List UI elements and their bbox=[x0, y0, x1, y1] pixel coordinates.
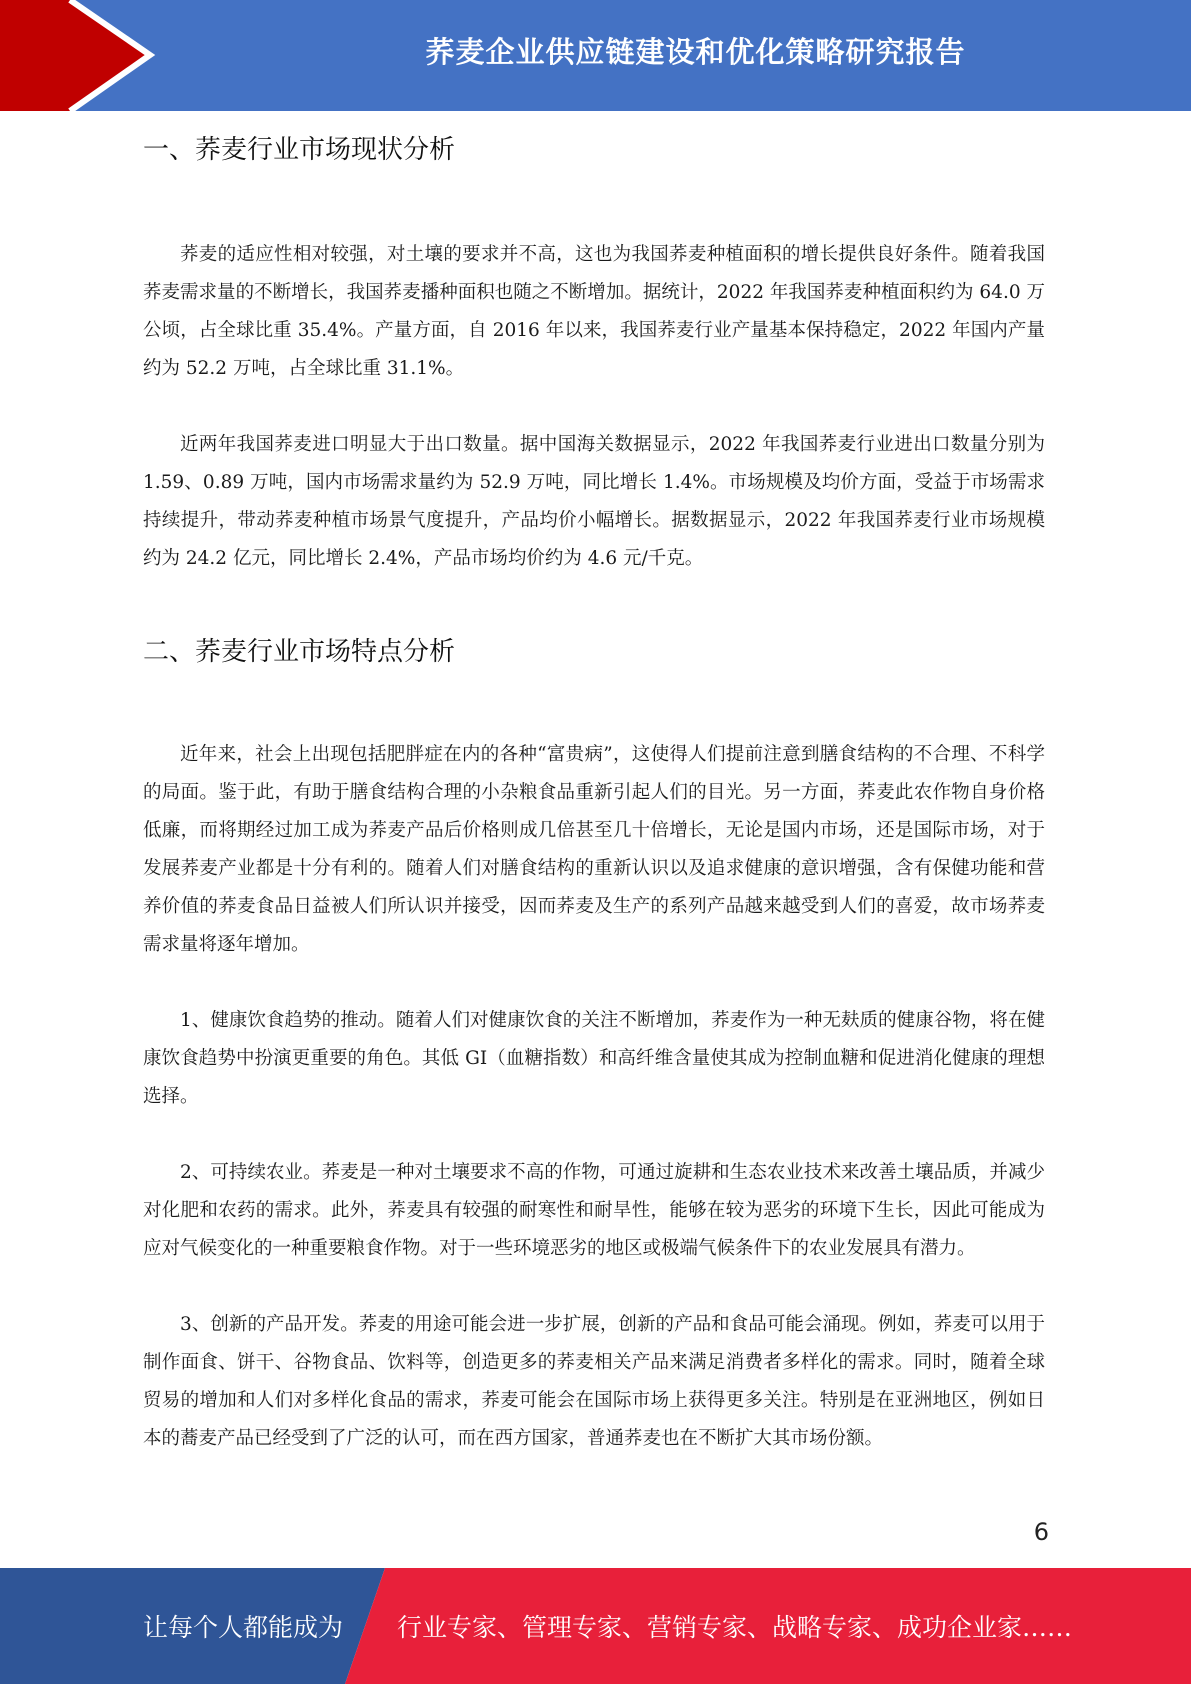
section-2-paragraph: 1、健康饮食趋势的推动。随着人们对健康饮食的关注不断增加，荞麦作为一种无麸质的健康谷物，将在健康饮食趋势中扮演更重要的角色。其低 GI（血糖指数）和高纤维含量使其成为控制血糖和促进消化健康的理想选择。 bbox=[143, 1010, 1045, 1107]
footer-slogan-left: 让每个人都能成为 bbox=[143, 1613, 344, 1642]
section-2-paragraph: 3、创新的产品开发。荞麦的用途可能会进一步扩展，创新的产品和食品可能会涌现。例如，荞麦可以用于制作面食、饼干、谷物食品、饮料等，创造更多的荞麦相关产品来满足消费者多样化的需求。同时，随着全球贸易的增加和人们对多样化食品的需求，荞麦可能会在国际市场上获得更多关注。特别是在亚洲地区，例如日本的蕎麦产品已经受到了广泛的认可，而在西方国家，普通荞麦也在不断扩大其市场份额。 bbox=[143, 1314, 1045, 1449]
section-title-1: 一、荞麦行业市场现状分析 bbox=[143, 135, 456, 165]
section-1-paragraph: 近两年我国荞麦进口明显大于出口数量。据中国海关数据显示，2022 年我国荞麦行业进出口数量分别为 1.59、0.89 万吨，国内市场需求量约为 52.9 万吨，同比增长 1.4%。市场规模及均价方面，受益于市场需求持续提升，带动荞麦种植市场景气度提升，产品均价小幅增长。据数据显示，2022 年我国荞麦行业市场规模约为 24.2 亿元，同比增长 2.4%，产品市场均价约为 4.6 元/千克。 bbox=[143, 434, 1045, 569]
main-content bbox=[143, 132, 1045, 1458]
page-footer bbox=[0, 1568, 1191, 1684]
section-2-paragraph: 2、可持续农业。荞麦是一种对土壤要求不高的作物，可通过旋耕和生态农业技术来改善土壤品质，并减少对化肥和农药的需求。此外，荞麦具有较强的耐寒性和耐旱性，能够在较为恶劣的环境下生长，因此可能成为应对气候变化的一种重要粮食作物。对于一些环境恶劣的地区或极端气候条件下的农业发展具有潜力。 bbox=[143, 1162, 1045, 1259]
section-title-2: 二、荞麦行业市场特点分析 bbox=[143, 637, 456, 667]
footer-slogan-right: 行业专家、管理专家、营销专家、战略专家、成功企业家…… bbox=[397, 1613, 1073, 1642]
page-number: 6 bbox=[1033, 1518, 1049, 1546]
report-title: 荞麦企业供应链建设和优化策略研究报告 bbox=[425, 34, 966, 69]
section-2-paragraph: 近年来，社会上出现包括肥胖症在内的各种“富贵病”，这使得人们提前注意到膳食结构的不合理、不科学的局面。鉴于此，有助于膳食结构合理的小杂粮食品重新引起人们的目光。另一方面，荞麦此农作物自身价格低廉，而将期经过加工成为荞麦产品后价格则成几倍甚至几十倍增长，无论是国内市场，还是国际市场，对于发展荞麦产业都是十分有利的。随着人们对膳食结构的重新认识以及追求健康的意识增强，含有保健功能和营养价值的荞麦食品日益被人们所认识并接受，因而荞麦及生产的系列产品越来越受到人们的喜爱，故市场荞麦需求量将逐年增加。 bbox=[143, 744, 1045, 955]
section-1-paragraph: 荞麦的适应性相对较强，对土壤的要求并不高，这也为我国荞麦种植面积的增长提供良好条件。随着我国荞麦需求量的不断增长，我国荞麦播种面积也随之不断增加。据统计，2022 年我国荞麦种植面积约为 64.0 万公顷，占全球比重 35.4%。产量方面，自 2016 年以来，我国荞麦行业产量基本保持稳定，2022 年国内产量约为 52.2 万吨，占全球比重 31.1%。 bbox=[143, 244, 1045, 379]
page-header bbox=[0, 0, 1191, 111]
